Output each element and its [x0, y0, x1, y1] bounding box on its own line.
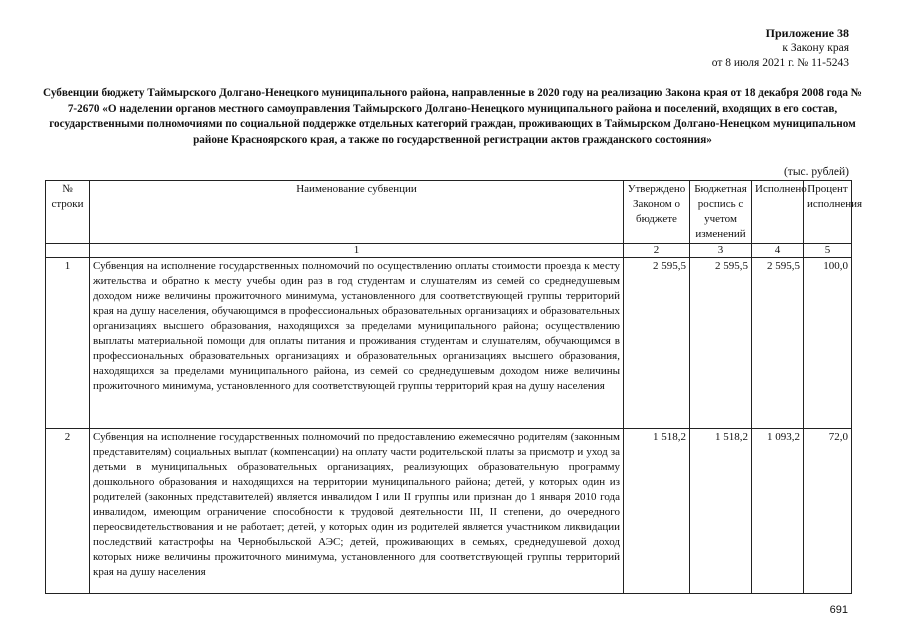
header-executed: Исполнено [752, 181, 804, 244]
column-number: 5 [804, 244, 852, 258]
column-number-blank [46, 244, 90, 258]
column-number: 4 [752, 244, 804, 258]
header-row-no: № строки [46, 181, 90, 244]
subvention-name: Субвенция на исполнение государственных полномочий по предоставлению ежемесячно родителям (законным представителям) социальных выплат (компенсации) на оплату части родительской платы за присмотр и уход за детьми в муниципальных образовательных организациях, реализующих образовательную программу дошкольного образования и находящихся на территории муниципального района; детей, у которых один из родителей (законных представителей) является инвалидом I или II группы или признан до 1 января 2010 года инвалидом, имеющим ограничение способности к трудовой деятельности III, II степени, до очередного переосвидетельствования и не работает; детей, у которых один из родителей является участником ликвидации последствий катастрофы на Чернобыльской АЭС; детей, проживающих в семьях, среднедушевой доход которых ниже величины прожиточного минимума, установленного для соответствующей группы территорий края на душу населения [90, 429, 624, 594]
approved-value: 1 518,2 [624, 429, 690, 594]
units-label: (тыс. рублей) [783, 166, 849, 178]
appendix-block [712, 26, 849, 71]
header-approved: Утверждено Законом о бюджете [624, 181, 690, 244]
percent-value: 72,0 [804, 429, 852, 594]
header-name: Наименование субвенции [90, 181, 624, 244]
percent-value: 100,0 [804, 258, 852, 429]
document-title: Субвенции бюджету Таймырского Долгано-Ненецкого муниципального района, направленные в 2020 году на реализацию Закона края от 18 декабря 2008 года № 7-2670 «О наделении органов местного самоуправления Таймырского Долгано-Ненецкого муниципального района и поселений, входящих в его состав, государственными полномочиями по социальной поддержке отдельных категорий граждан, проживающих в Таймырском Долгано-Ненецком муниципальном районе Красноярского края, а также по государственной регистрации актов гражданского состояния» [43, 87, 862, 146]
budget-schedule-value: 1 518,2 [690, 429, 752, 594]
column-number-row [46, 244, 852, 258]
table-row [46, 258, 852, 429]
executed-value: 1 093,2 [752, 429, 804, 594]
row-number: 1 [46, 258, 90, 429]
column-number: 2 [624, 244, 690, 258]
header-percent: Процент исполнения [804, 181, 852, 244]
appendix-law-ref: к Закону края [782, 42, 849, 54]
subventions-table [45, 180, 863, 594]
approved-value: 2 595,5 [624, 258, 690, 429]
appendix-law-date: от 8 июля 2021 г. № 11-5243 [711, 57, 849, 69]
budget-schedule-value: 2 595,5 [690, 258, 752, 429]
table-row [46, 429, 852, 594]
appendix-title: Приложение 38 [765, 26, 849, 40]
page-number: 691 [829, 604, 848, 616]
header-budget-schedule: Бюджетная роспись с учетом изменений [690, 181, 752, 244]
column-number: 3 [690, 244, 752, 258]
subvention-name: Субвенция на исполнение государственных полномочий по осуществлению оплаты стоимости проезда к месту жительства и обратно к месту учебы один раз в год студентам и слушателям из семей со среднедушевым доходом ниже величины прожиточного минимума, установленного для соответствующей группы территорий края на душу населения, обучающимся в профессиональных образовательных организациях и образовательных организациях высшего образования, находящихся за пределами муниципального района; осуществлению выплаты материальной помощи для оплаты питания и проживания студентам и слушателям, обучающимся в профессиональных образовательных организациях и образовательных организациях высшего образования, находящихся за пределами муниципального района, из семей со среднедушевым доходом ниже величины прожиточного минимума, установленного для соответствующей группы территорий края на душу населения [90, 258, 624, 429]
table-header-row [46, 181, 852, 244]
executed-value: 2 595,5 [752, 258, 804, 429]
column-number: 1 [90, 244, 624, 258]
row-number: 2 [46, 429, 90, 594]
